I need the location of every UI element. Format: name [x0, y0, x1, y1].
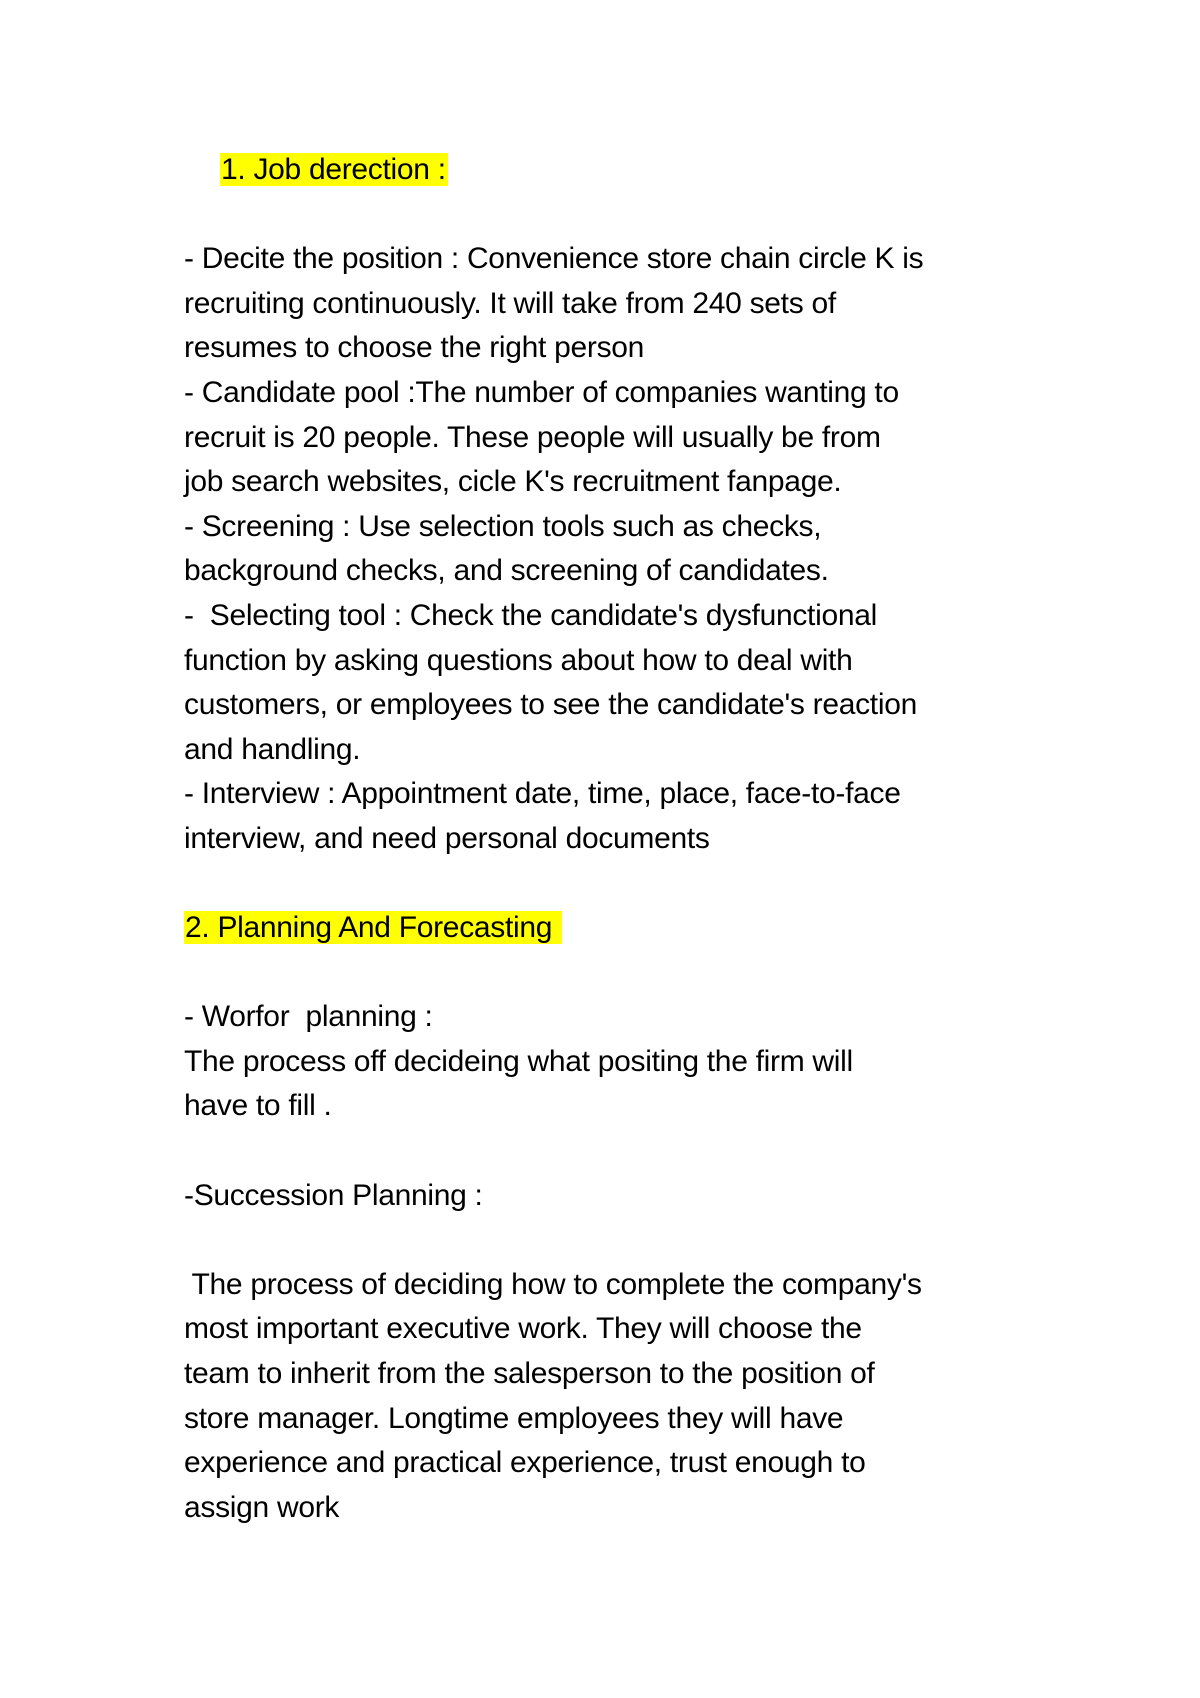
paragraph-line: - Interview : Appointment date, time, place, face-to-face: [184, 777, 901, 811]
section-2-heading: 2. Planning And Forecasting: [185, 911, 561, 945]
paragraph-line: have to fill .: [184, 1089, 332, 1123]
workforce-planning-label: - Worfor planning :: [184, 1000, 433, 1034]
section-2-heading-line: [184, 906, 1064, 951]
paragraph-line: recruit is 20 people. These people will usually be from: [184, 420, 881, 454]
spacer: [184, 1218, 1064, 1263]
paragraph-line: most important executive work. They will choose the: [184, 1312, 862, 1346]
paragraph-line: team to inherit from the salesperson to the position of: [184, 1357, 875, 1391]
document-body: [184, 148, 1064, 1530]
spacer: [184, 862, 1064, 907]
paragraph-line: function by asking questions about how to deal with: [184, 643, 853, 677]
spacer: [184, 1129, 1064, 1174]
spacer: [184, 193, 1064, 238]
section-1-heading-line: [184, 148, 1064, 193]
paragraph-line: background checks, and screening of candidates.: [184, 554, 829, 588]
paragraph-line: customers, or employees to see the candidate's reaction: [184, 688, 917, 722]
section-1-heading: 1. Job derection :: [221, 153, 446, 186]
paragraph-line: recruiting continuously. It will take from 240 sets of: [184, 286, 836, 320]
paragraph-line: and handling.: [184, 732, 361, 766]
paragraph-line: job search websites, cicle K's recruitment fanpage.: [184, 465, 842, 499]
paragraph-line: - Screening : Use selection tools such as checks,: [184, 509, 822, 543]
paragraph-line: - Candidate pool :The number of companies wanting to: [184, 375, 899, 409]
paragraph-line: resumes to choose the right person: [184, 331, 645, 365]
paragraph-line: assign work: [184, 1490, 340, 1524]
succession-planning-label: -Succession Planning :: [184, 1178, 483, 1212]
paragraph-line: The process of deciding how to complete the company's: [184, 1267, 922, 1301]
paragraph-line: - Selecting tool : Check the candidate's dysfunctional: [184, 598, 877, 632]
paragraph-line: The process off decideing what positing the firm will: [184, 1044, 853, 1078]
paragraph-line: experience and practical experience, trust enough to: [184, 1446, 866, 1480]
paragraph-line: interview, and need personal documents: [184, 821, 710, 855]
paragraph-line: store manager. Longtime employees they will have: [184, 1401, 844, 1435]
spacer: [184, 951, 1064, 996]
paragraph-line: - Decite the position : Convenience store chain circle K is: [184, 242, 924, 276]
